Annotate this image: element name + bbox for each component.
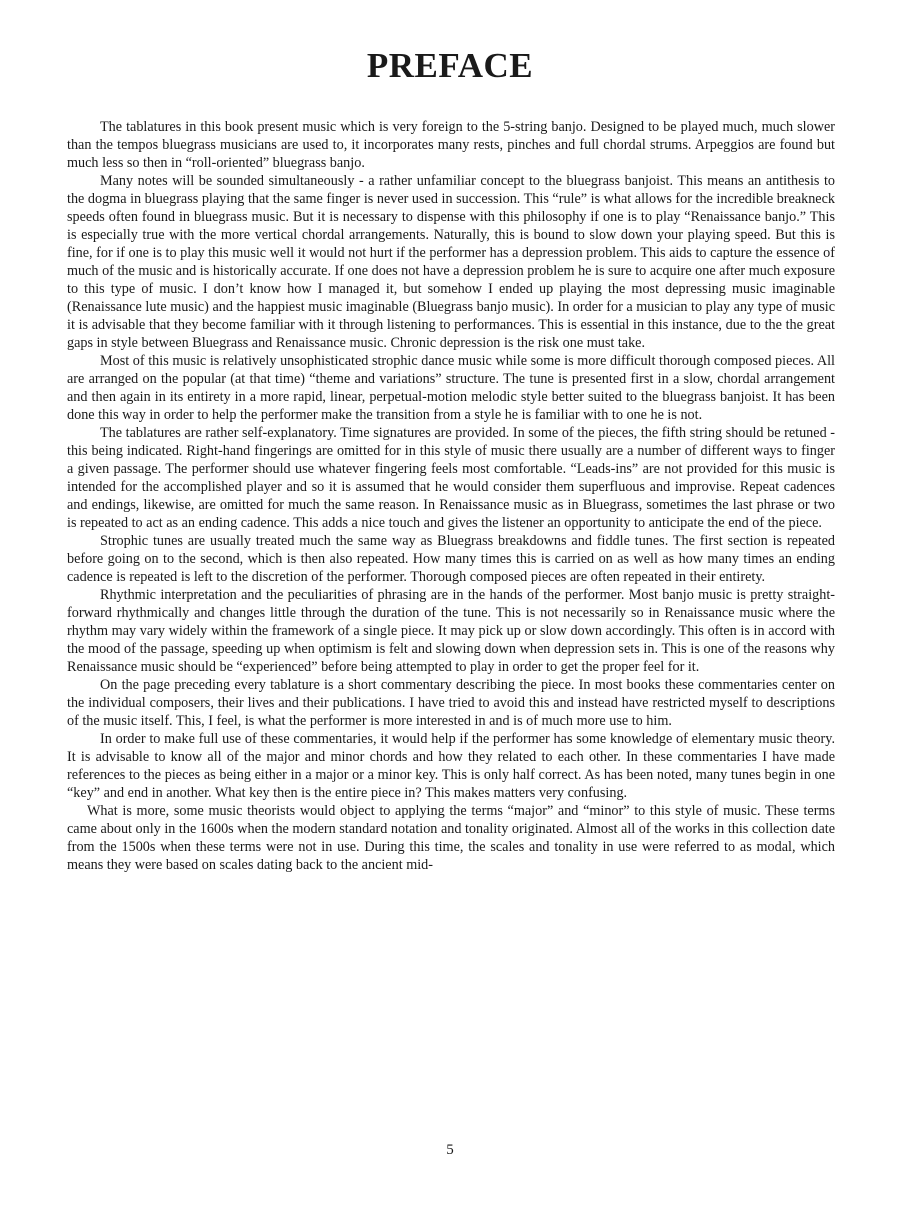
paragraph-8: In order to make full use of these commentaries, it would help if the performer has some knowledge of elementary music theory. It is advisable to know all of the major and minor chords and how they related to each other. In these commentaries I have made references to the pieces as being either in a major or a minor key. This is only half correct. As has been noted, many tunes begin in one “key” and end in another. What key then is the entire piece in? This makes matters very confusing.: [67, 731, 835, 801]
page-title: PREFACE: [366, 46, 534, 85]
page-number: 5: [446, 1142, 454, 1158]
paragraph-7: On the page preceding every tablature is a short commentary describing the piece. In most books these commentaries center on the individual composers, their lives and their publications. I have tried to avoid this and instead have restricted myself to descriptions of the music itself. This, I feel, is what the performer is more interested in and is of much more use to him.: [67, 677, 835, 729]
preface-body: [67, 118, 835, 874]
paragraph-4: The tablatures are rather self-explanatory. Time signatures are provided. In some of the pieces, the fifth string should be retuned - this being indicated. Right-hand fingerings are omitted for in this style of music there usually are a number of different ways to finger a given passage. The performer should use whatever fingering feels most comfortable. “Leads-ins” are not provided for this music is intended for the accomplished player and so it is assumed that he would consider them superfluous and improvise. Repeat cadences and endings, likewise, are omitted for much the same reason. In Renaissance music as in Bluegrass, sometimes the last phrase or two is repeated to act as an ending cadence. This adds a nice touch and gives the listener an opportunity to anticipate the end of the piece.: [67, 425, 835, 531]
paragraph-1: The tablatures in this book present music which is very foreign to the 5-string banjo. Designed to be played much, much slower than the tempos bluegrass musicians are used to, it incorporates many rests, pinches and full chordal strums. Arpeggios are found but much less so then in “roll-oriented” bluegrass banjo.: [67, 119, 835, 171]
paragraph-3: Most of this music is relatively unsophisticated strophic dance music while some is more difficult thorough composed pieces. All are arranged on the popular (at that time) “theme and variations” structure. The tune is presented first in a slow, chordal arrangement and then again in its entirety in a more rapid, linear, perpetual-motion melodic style better suited to the bluegrass banjoist. It has been done this way in order to help the performer make the transition from a style he is familiar with to one he is not.: [67, 353, 835, 423]
paragraph-2: Many notes will be sounded simultaneously - a rather unfamiliar concept to the bluegrass banjoist. This means an antithesis to the dogma in bluegrass playing that the same finger is never used in succession. This “rule” is what allows for the incredible breakneck speeds often found in bluegrass music. But it is necessary to dispense with this philosophy if one is to play “Renaissance banjo.” This is especially true with the more vertical chordal arrangements. Naturally, this is bound to slow down your playing speed. But this is fine, for if one is to play this music well it would not hurt if the performer has a depression problem. This aids to capture the essence of much of the music and is historically accurate. If one does not have a depression problem he is sure to acquire one after much exposure to this type of music. I don’t know how I managed it, but somehow I ended up playing the most depressing music imaginable (Renaissance lute music) and the happiest music imaginable (Bluegrass banjo music). In order for a musician to play any type of music it is advisable that they become familiar with it through listening to performances. This is essential in this instance, due to the the great gaps in style between Bluegrass and Renaissance music. Chronic depression is the risk one must take.: [67, 173, 835, 351]
paragraph-9: What is more, some music theorists would object to applying the terms “major” and “minor” to this style of music. These terms came about only in the 1600s when the modern standard notation and tonality originated. Almost all of the works in this collection date from the 1500s when these terms were not in use. During this time, the scales and tonality in use were referred to as modal, which means they were based on scales dating back to the ancient mid-: [67, 803, 835, 873]
paragraph-5: Strophic tunes are usually treated much the same way as Bluegrass breakdowns and fiddle tunes. The first section is repeated before going on to the second, which is then also repeated. How many times this is carried on as well as how many times an ending cadence is repeated is left to the discretion of the performer. Thorough composed pieces are often repeated in their entirety.: [67, 533, 835, 585]
paragraph-6: Rhythmic interpretation and the peculiarities of phrasing are in the hands of the performer. Most banjo music is pretty straight-forward rhythmically and changes little through the duration of the tune. This is not necessarily so in Renaissance music where the rhythm may vary widely within the framework of a single piece. It may pick up or slow down accordingly. This often is in accord with the mood of the passage, speeding up when optimism is felt and slowing down when depression sets in. This is one of the reasons why Renaissance music should be “experienced” before being attempted to play in order to get the proper feel for it.: [67, 587, 835, 675]
